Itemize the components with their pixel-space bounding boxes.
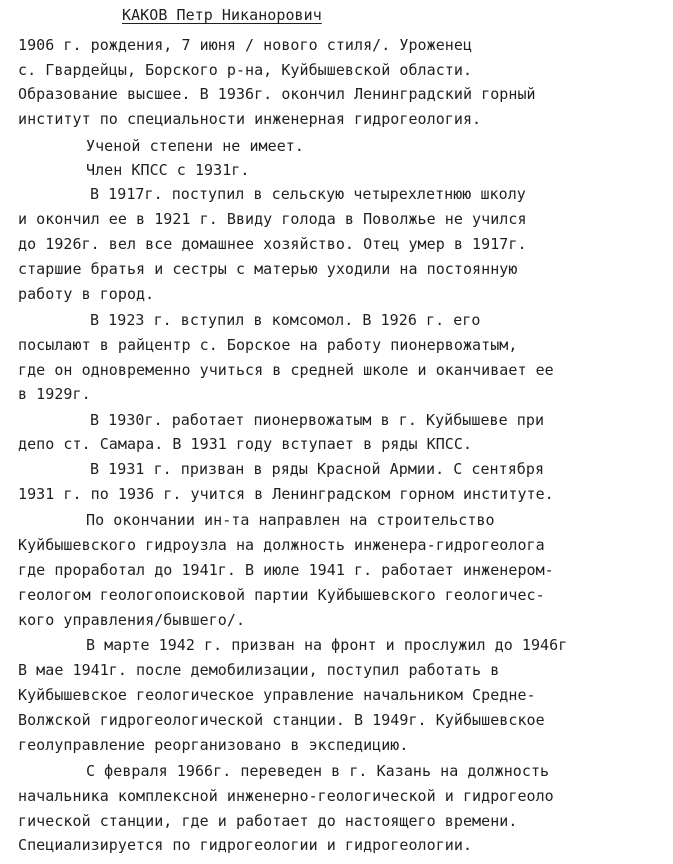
text-line: старшие братья и сестры с матерью уходили на постоянную — [18, 260, 518, 278]
text-line: геологом геологопоисковой партии Куйбышевского геологичес- — [18, 586, 545, 604]
text-line: Член КПСС с 1931г. — [86, 161, 250, 179]
text-line: Куйбышевского гидроузла на должность инженера-гидрогеолога — [18, 536, 545, 554]
text-line: и окончил ее в 1921 г. Ввиду голода в Поволжье не учился — [18, 210, 527, 228]
text-line: 1931 г. по 1936 г. учится в Ленинградском горном институте. — [18, 485, 554, 503]
text-line: В мае 1941г. после демобилизации, поступил работать в — [18, 661, 500, 679]
text-line: где он одновременно учиться в средней школе и оканчивает ее — [18, 361, 554, 379]
text-line: С февраля 1966г. переведен в г. Казань на должность — [86, 762, 550, 780]
text-line: где проработал до 1941г. В июле 1941 г. работает инженером- — [18, 561, 554, 579]
text-line: Специализируется по гидрогеологии и гидрогеологии. — [18, 836, 473, 854]
text-line: 1906 г. рождения, 7 июня / нового стиля/. Уроженец — [18, 36, 473, 54]
text-line: Образование высшее. В 1936г. окончил Ленинградский горный — [18, 85, 536, 103]
text-line: геолуправление реорганизовано в экспедицию. — [18, 736, 409, 754]
text-line: В 1930г. работает пионервожатым в г. Куйбышеве при — [90, 411, 545, 429]
text-line: В 1923 г. вступил в комсомол. В 1926 г. его — [90, 311, 481, 329]
text-line: работу в город. — [18, 285, 155, 303]
text-line: В марте 1942 г. призван на фронт и прослужил до 1946г — [86, 636, 568, 654]
text-line: институт по специальности инженерная гидрогеология. — [18, 110, 482, 128]
text-line: По окончании ин-та направлен на строительство — [86, 511, 495, 529]
text-line: В 1931 г. призван в ряды Красной Армии. С сентября — [90, 460, 545, 478]
text-line: В 1917г. поступил в сельскую четырехлетнюю школу — [90, 185, 526, 203]
text-line: гической станции, где и работает до настоящего времени. — [18, 812, 518, 830]
document-title: КАКОВ Петр Никанорович — [122, 6, 322, 24]
text-line: до 1926г. вел все домашнее хозяйство. Отец умер в 1917г. — [18, 235, 527, 253]
text-line: кого управления/бывшего/. — [18, 611, 246, 629]
text-line: начальника комплексной инженерно-геологической и гидрогеоло — [18, 787, 554, 805]
text-line: Куйбышевское геологическое управление начальником Средне- — [18, 686, 536, 704]
text-line: Волжской гидрогеологической станции. В 1949г. Куйбышевское — [18, 711, 545, 729]
text-line: посылают в райцентр с. Борское на работу пионервожатым, — [18, 336, 518, 354]
text-line: Ученой степени не имеет. — [86, 137, 304, 155]
text-line: в 1929г. — [18, 385, 91, 403]
text-line: с. Гвардейцы, Борского р-на, Куйбышевской области. — [18, 61, 473, 79]
text-line: депо ст. Самара. В 1931 году вступает в ряды КПСС. — [18, 435, 473, 453]
